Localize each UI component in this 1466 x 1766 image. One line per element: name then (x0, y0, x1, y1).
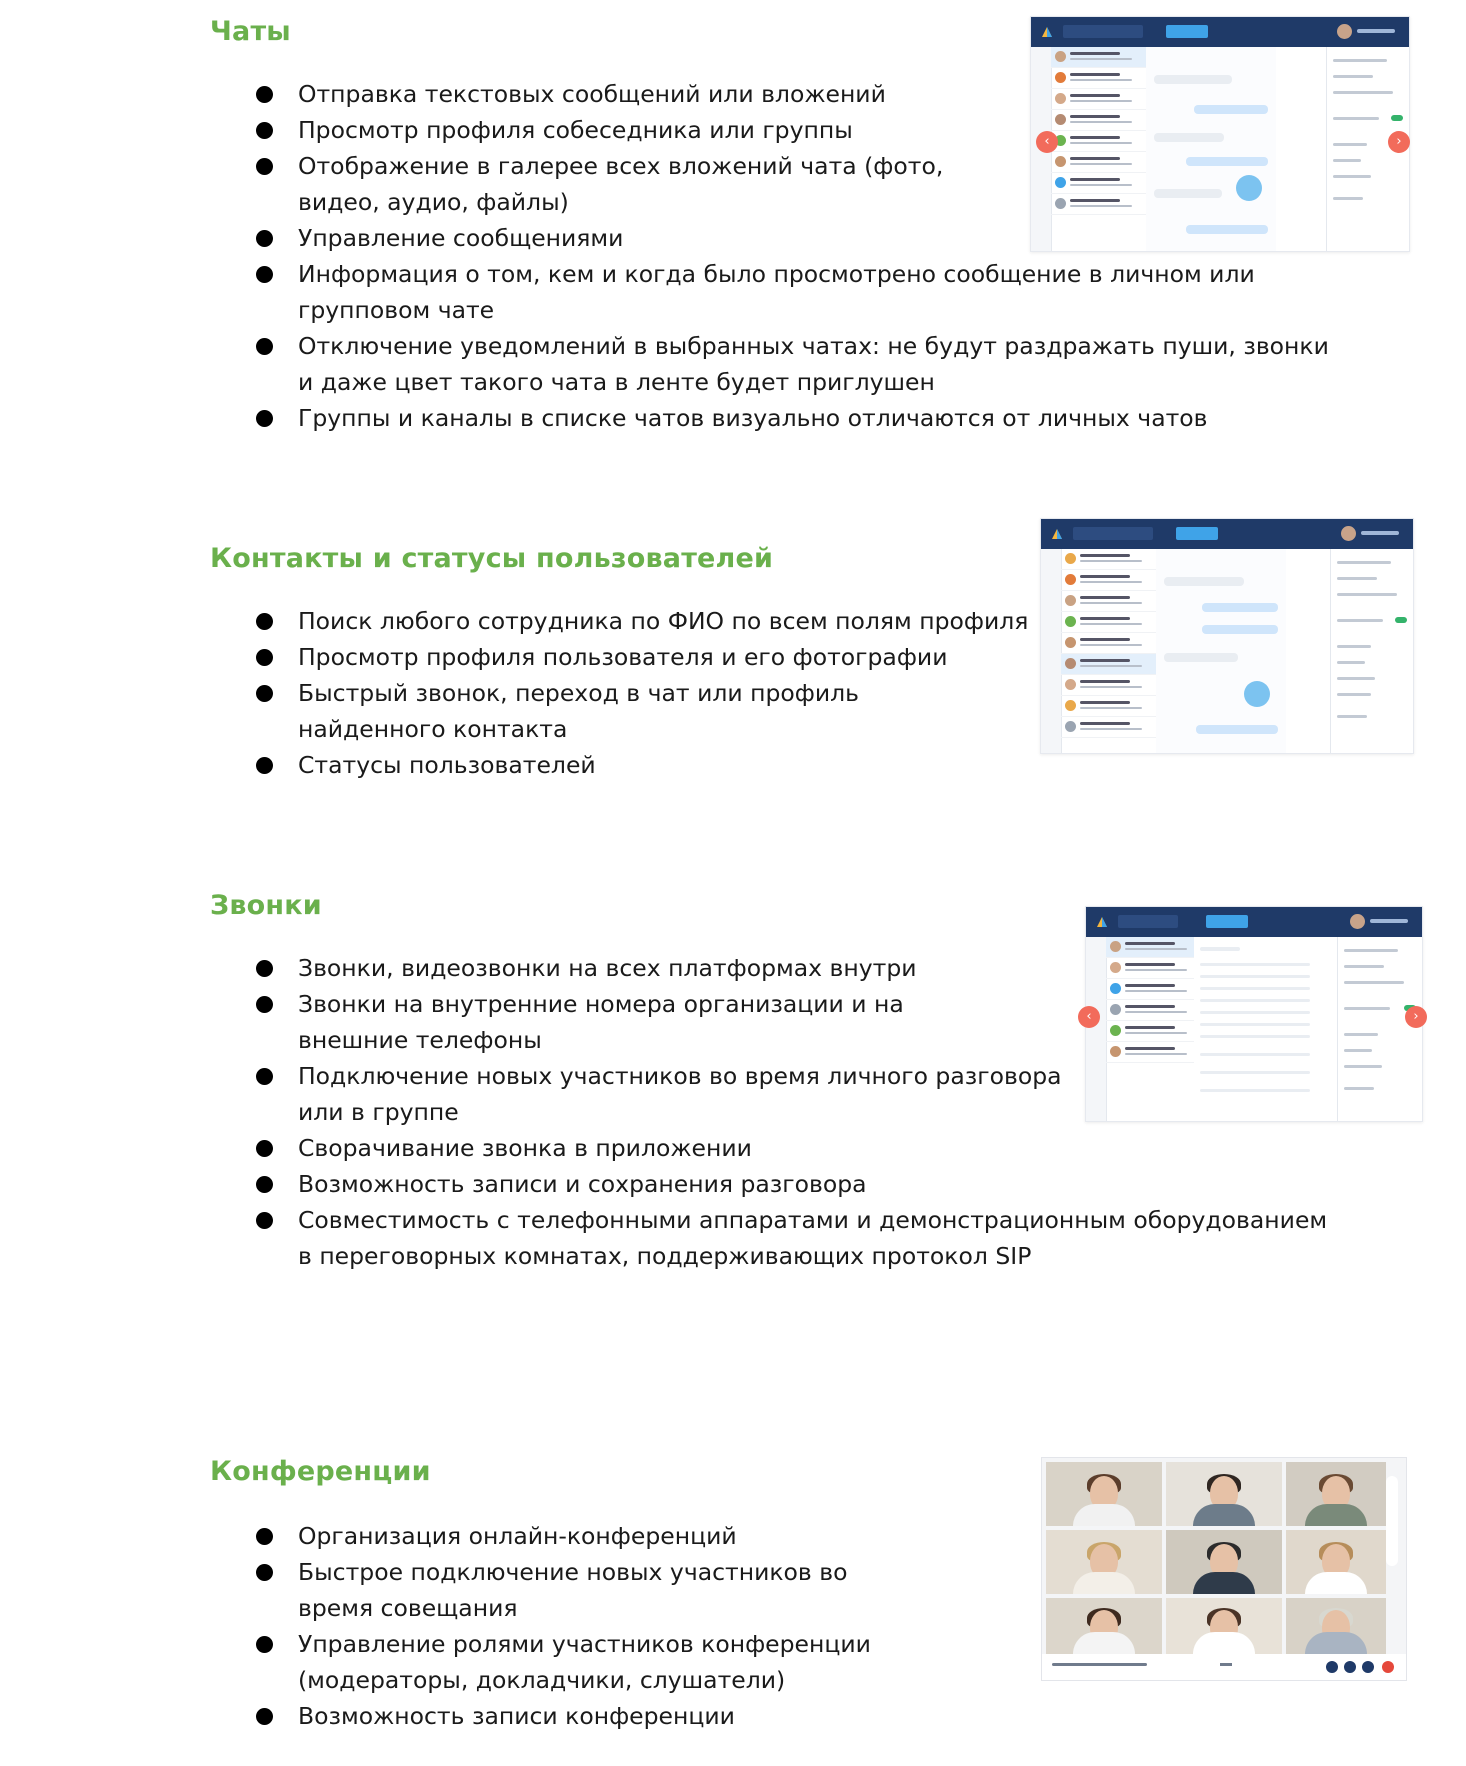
chats-screenshot (1030, 16, 1410, 252)
participant-tile (1286, 1598, 1386, 1654)
list-item: Управление ролями участников конференции (модераторы, докладчики, слушатели) (256, 1626, 1038, 1698)
list-item: Просмотр профиля пользователя и его фотографии (256, 639, 1058, 675)
chat-list (1051, 47, 1147, 251)
search-field (1073, 527, 1153, 540)
nav-rail (1086, 937, 1107, 1121)
app-header (1041, 519, 1413, 549)
conversation-pane (1156, 549, 1286, 753)
conference-timer (1220, 1663, 1232, 1666)
contacts-feature-list (256, 603, 1058, 783)
profile-pane (1337, 937, 1422, 1121)
call-history (1194, 937, 1334, 1121)
participant-tile (1046, 1530, 1162, 1594)
list-item: Быстрый звонок, переход в чат или профиль найденного контакта (256, 675, 998, 747)
app-header (1031, 17, 1409, 47)
app-header (1086, 907, 1422, 937)
list-item: Группы и каналы в списке чатов визуально отличаются от личных чатов (256, 400, 1338, 436)
profile-pane (1330, 549, 1413, 753)
chevron-left-icon[interactable]: ‹ (1078, 1006, 1100, 1028)
list-item: Возможность записи и сохранения разговора (256, 1166, 1088, 1202)
participant-tile (1286, 1462, 1386, 1526)
list-item: Совместимость с телефонными аппаратами и демонстрационным оборудованием в переговорных комнатах, поддерживающих протокол SIP (256, 1202, 1328, 1274)
screen-share-icon[interactable] (1362, 1661, 1374, 1673)
participant-tile (1166, 1598, 1282, 1654)
contact-list (1061, 549, 1157, 753)
app-logo-icon (1096, 916, 1108, 928)
list-item: Информация о том, кем и когда было просмотрено сообщение в личном или групповом чате (256, 256, 1338, 328)
section-title-calls: Звонки (210, 890, 322, 921)
section-title-contacts: Контакты и статусы пользователей (210, 543, 774, 574)
chevron-right-icon[interactable]: › (1388, 131, 1410, 153)
list-item: Просмотр профиля собеседника или группы (256, 112, 998, 148)
list-item: Подключение новых участников во время личного разговора или в группе (256, 1058, 1088, 1130)
list-item: Звонки, видеозвонки на всех платформах внутри (256, 950, 1058, 986)
list-item: Звонки на внутренние номера организации и на внешние телефоны (256, 986, 998, 1058)
user-menu (1350, 914, 1410, 929)
conference-caption (1052, 1663, 1147, 1666)
user-menu (1337, 24, 1397, 39)
user-menu (1341, 526, 1401, 541)
list-item: Управление сообщениями (256, 220, 998, 256)
conference-toolbar (1386, 1476, 1398, 1566)
call-list (1106, 937, 1195, 1121)
list-item: Отображение в галерее всех вложений чата (фото, видео, аудио, файлы) (256, 148, 998, 220)
participant-tile (1046, 1598, 1162, 1654)
contacts-screenshot (1040, 518, 1414, 754)
camera-icon[interactable] (1344, 1661, 1356, 1673)
list-item: Быстрое подключение новых участников во время совещания (256, 1554, 918, 1626)
list-item: Сворачивание звонка в приложении (256, 1130, 1088, 1166)
calls-screenshot (1085, 906, 1423, 1122)
conference-control-bar (1042, 1654, 1406, 1680)
list-item: Поиск любого сотрудника по ФИО по всем полям профиля (256, 603, 1058, 639)
list-item: Статусы пользователей (256, 747, 998, 783)
search-field (1063, 25, 1143, 38)
section-title-conferences: Конференции (210, 1456, 431, 1487)
microphone-icon[interactable] (1326, 1661, 1338, 1673)
participant-tile (1286, 1530, 1386, 1594)
search-field (1118, 915, 1178, 928)
chevron-left-icon[interactable]: ‹ (1036, 131, 1058, 153)
app-action-button (1176, 527, 1218, 540)
list-item: Отправка текстовых сообщений или вложений (256, 76, 998, 112)
conference-screenshot (1041, 1457, 1407, 1681)
app-logo-icon (1051, 528, 1063, 540)
conversation-pane (1146, 47, 1276, 251)
conferences-feature-list (256, 1518, 1058, 1734)
hang-up-icon[interactable] (1382, 1661, 1394, 1673)
nav-rail (1041, 549, 1062, 753)
app-logo-icon (1041, 26, 1053, 38)
participant-tile (1046, 1462, 1162, 1526)
participant-tile (1166, 1530, 1282, 1594)
participant-tile (1166, 1462, 1282, 1526)
app-action-button (1166, 25, 1208, 38)
app-action-button (1206, 915, 1248, 928)
list-item: Отключение уведомлений в выбранных чатах: не будут раздражать пуши, звонки и даже цвет такого чата в ленте будет приглушен (256, 328, 1338, 400)
list-item: Организация онлайн-конференций (256, 1518, 1058, 1554)
list-item: Возможность записи конференции (256, 1698, 1038, 1734)
section-title-chats: Чаты (210, 16, 291, 47)
chevron-right-icon[interactable]: › (1405, 1006, 1427, 1028)
